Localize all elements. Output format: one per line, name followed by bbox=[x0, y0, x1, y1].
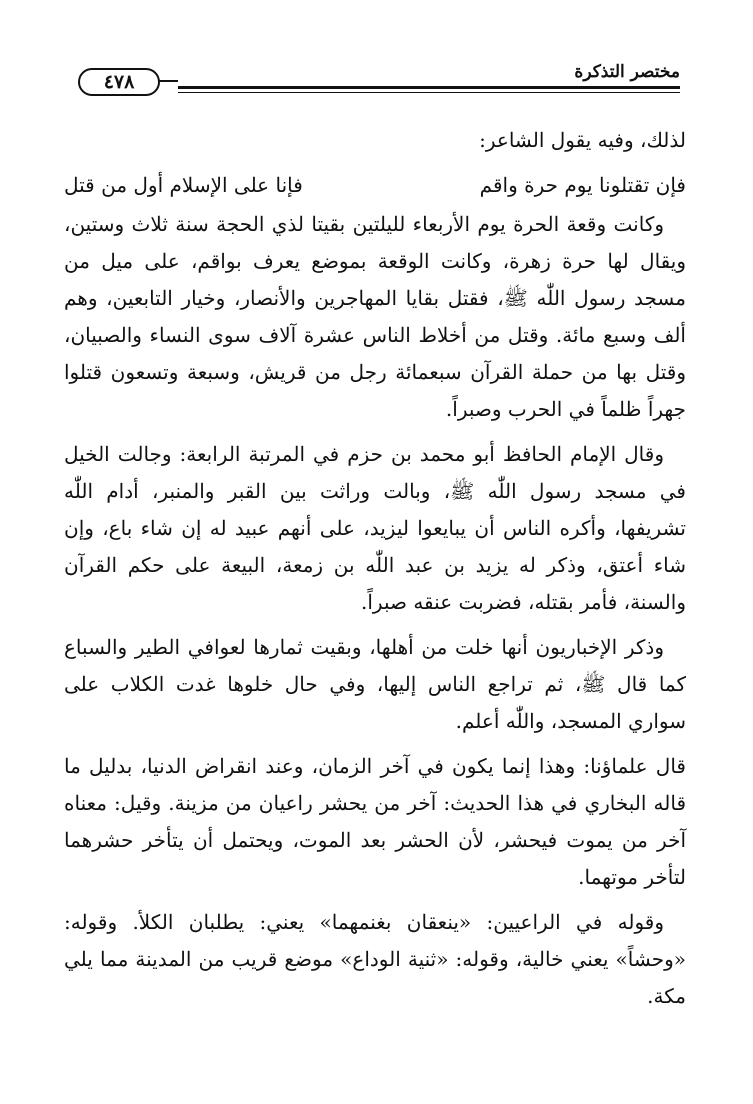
page-body bbox=[64, 122, 686, 1023]
poem-second-hemistich: فإنا على الإسلام أول من قتل bbox=[64, 173, 303, 197]
paragraph-ulama: قال علماؤنا: وهذا إنما يكون في آخر الزمان، وعند انقراض الدنيا، بدليل ما قاله البخاري في هذا الحديث: آخر من يحشر راعيان من مزينة. وقيل: معناه آخر من يموت فيحشر، لأن الحشر بعد الموت، ويحتمل أن يتأخر حشرهما لتأخر موتهما. bbox=[64, 754, 686, 889]
paragraph-intro: لذلك، وفيه يقول الشاعر: bbox=[479, 128, 686, 152]
page-header bbox=[60, 58, 680, 98]
header-rule-thin bbox=[178, 92, 680, 93]
poem-verse bbox=[64, 167, 686, 204]
poem-first-hemistich: فإن تقتلونا يوم حرة واقم bbox=[479, 173, 686, 197]
paragraph-raiyayn: وقوله في الراعيين: «ينعقان بغنمهما» يعني: يطلبان الكلأ. وقوله: «وحشاً» يعني خالية، وقوله: «ثنية الوداع» موضع قريب من المدينة مما يلي مكة. bbox=[64, 910, 686, 1008]
book-title: مختصر التذكرة bbox=[574, 62, 680, 82]
paragraph-harra: وكانت وقعة الحرة يوم الأربعاء لليلتين بقيتا لذي الحجة سنة ثلاث وستين، ويقال لها حرة زهرة، وكانت الوقعة بموضع يعرف بواقم، على ميل من مسجد رسول اللّٰه ﷺ، فقتل بقايا المهاجرين والأنصار، وخيار التابعين، وهم ألف وسبع مائة. وقتل من أخلاط الناس عشرة آلاف سوى النساء والصبيان، وقتل بها من حملة القرآن سبعمائة رجل من قريش، وسبعة وتسعون قتلوا جهراً ظلماً في الحرب وصبراً. bbox=[64, 212, 686, 421]
paragraph-akhbariyun: وذكر الإخباريون أنها خلت من أهلها، وبقيت ثمارها لعوافي الطير والسباع كما قال ﷺ، ثم تراجع الناس إليها، وفي حال خلوها غدت الكلاب على سواري المسجد، واللّٰه أعلم. bbox=[64, 635, 686, 733]
page-number-badge: ٤٧٨ bbox=[78, 68, 160, 96]
header-rule-thick bbox=[178, 86, 680, 89]
paragraph-ibn-hazm: وقال الإمام الحافظ أبو محمد بن حزم في المرتبة الرابعة: وجالت الخيل في مسجد رسول اللّٰه ﷺ، وبالت وراثت بين القبر والمنبر، أدام اللّٰه تشريفها، وأكره الناس أن يبايعوا ليزيد، على أنهم عبيد له إن شاء باع، وإن شاء أعتق، وذكر له يزيد بن عبد اللّٰه بن زمعة، البيعة على حكم القرآن والسنة، فأمر بقتله، فضربت عنقه صبراً. bbox=[64, 442, 686, 614]
